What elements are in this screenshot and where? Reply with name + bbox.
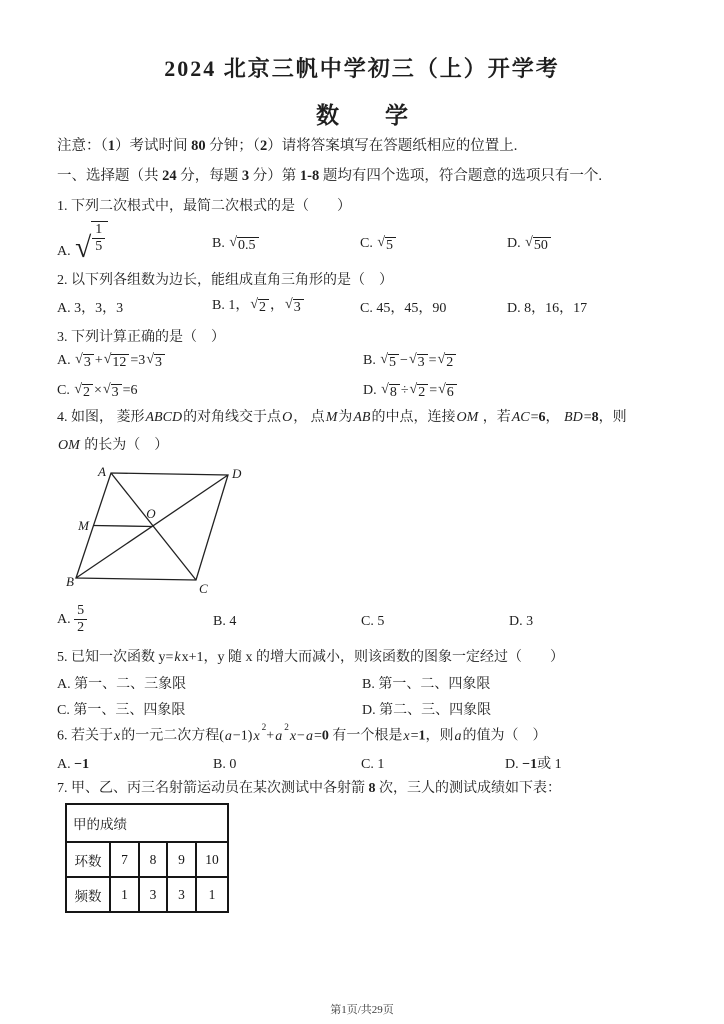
question-2-option-d: D. 8，16，17 [507,301,588,316]
score-table-cell: 8 [139,842,167,877]
question-2-stem: 2. 以下列各组数为边长，能组成直角三角形的是（ ） [57,273,393,288]
score-table-freq-label: 频数 [66,877,110,912]
rhombus-diagonals [76,473,228,580]
rhombus-figure [55,457,255,597]
question-6-option-c: C. 1 [361,757,385,772]
question-4-stem-line1: 4. 如图， 菱形ABCD的对角线交于点O， 点M为AB的中点，连接OM ，若AC=6， BD=8，则 [57,410,627,425]
score-table-cell: 3 [167,877,196,912]
question-5-option-b: B. 第一、二、四象限 [362,677,491,692]
question-6-option-d: D. −1或 1 [505,757,562,772]
question-4-option-c: C. 5 [361,614,385,629]
question-4-option-d: D. 3 [509,614,534,629]
exam-notice: 注意：（1）考试时间 80 分钟；（2）请将答案填写在答题纸相应的位置上. [57,138,518,154]
question-3-stem: 3. 下列计算正确的是（ ） [57,330,225,345]
score-table-cell: 1 [110,877,139,912]
question-4-option-b: B. 4 [213,614,237,629]
question-3-option-b: B. √ 5 − √ 3 = √ 2 [363,352,457,371]
figure-label-b: B [66,574,74,589]
question-7-stem: 7. 甲、乙、丙三名射箭运动员在某次测试中各射箭 8 次，三人的测试成绩如下表： [57,781,561,796]
score-table [65,803,229,913]
question-5-option-c: C. 第一、三、四象限 [57,703,186,718]
question-1-option-b: B. √ 0.5 [212,235,260,254]
question-1-stem: 1. 下列二次根式中，最简二次根式的是（ ） [57,199,351,214]
score-table-rings-label: 环数 [66,842,110,877]
page-number: 第1页/共29页 [330,1004,394,1016]
question-2-option-b: B. 1， √ 2 ， √ 3 [212,297,305,316]
question-6-option-a: A. −1 [57,757,90,772]
score-table-title: 甲的成绩 [66,804,228,842]
question-1-option-d: D. √ 50 [507,235,552,254]
figure-label-a: A [98,464,106,479]
question-4-option-a: A. $\frac{5}{2}$ [57,603,87,636]
question-1-option-c: C. √ 5 [360,235,397,254]
question-5-stem: 5. 已知一次函数 y=kx+1，y 随 x 的增大而减小，则该函数的图象一定经过（ ） [57,650,565,665]
question-2-option-c: C. 45，45，90 [360,301,447,316]
page-title: 2024 北京三帆中学初三（上）开学考 [164,56,560,81]
figure-label-o: O [146,506,156,521]
question-1-option-a: A. √ $\frac{1}{5}$ [57,221,109,261]
score-table-cell: 1 [196,877,228,912]
subject-title: 数 学 [316,103,408,128]
question-5-option-d: D. 第二、三、四象限 [362,703,492,718]
question-6-option-b: B. 0 [213,757,237,772]
score-table-cell: 9 [167,842,196,877]
figure-label-c: C [199,581,208,596]
question-2-option-a: A. 3，3，3 [57,301,124,316]
question-5-option-a: A. 第一、二、三象限 [57,677,187,692]
figure-label-m: M [78,518,89,533]
section-header: 一、选择题（共 24 分，每题 3 分）第 1-8 题均有四个选项，符合题意的选项只有一个. [57,168,602,184]
question-3-option-c: C. √ 2 × √ 3 =6 [57,382,138,400]
question-3-option-a: A. √ 3 + √ 12 =3 √ 3 [57,352,166,371]
score-table-cell: 10 [196,842,228,877]
question-4-stem-line2: OM 的长为（ ） [58,438,169,453]
score-table-cell: 3 [139,877,167,912]
question-3-option-d: D. √ 8 ÷ √ 2 = √ 6 [363,382,458,401]
score-table-cell: 7 [110,842,139,877]
question-6-stem: 6. 若关于x的一元二次方程$(a-1)x^2+a^2x-a=0$ 有一个根是x=1，则a的值为（ ） [57,721,547,744]
figure-label-d: D [232,466,242,481]
